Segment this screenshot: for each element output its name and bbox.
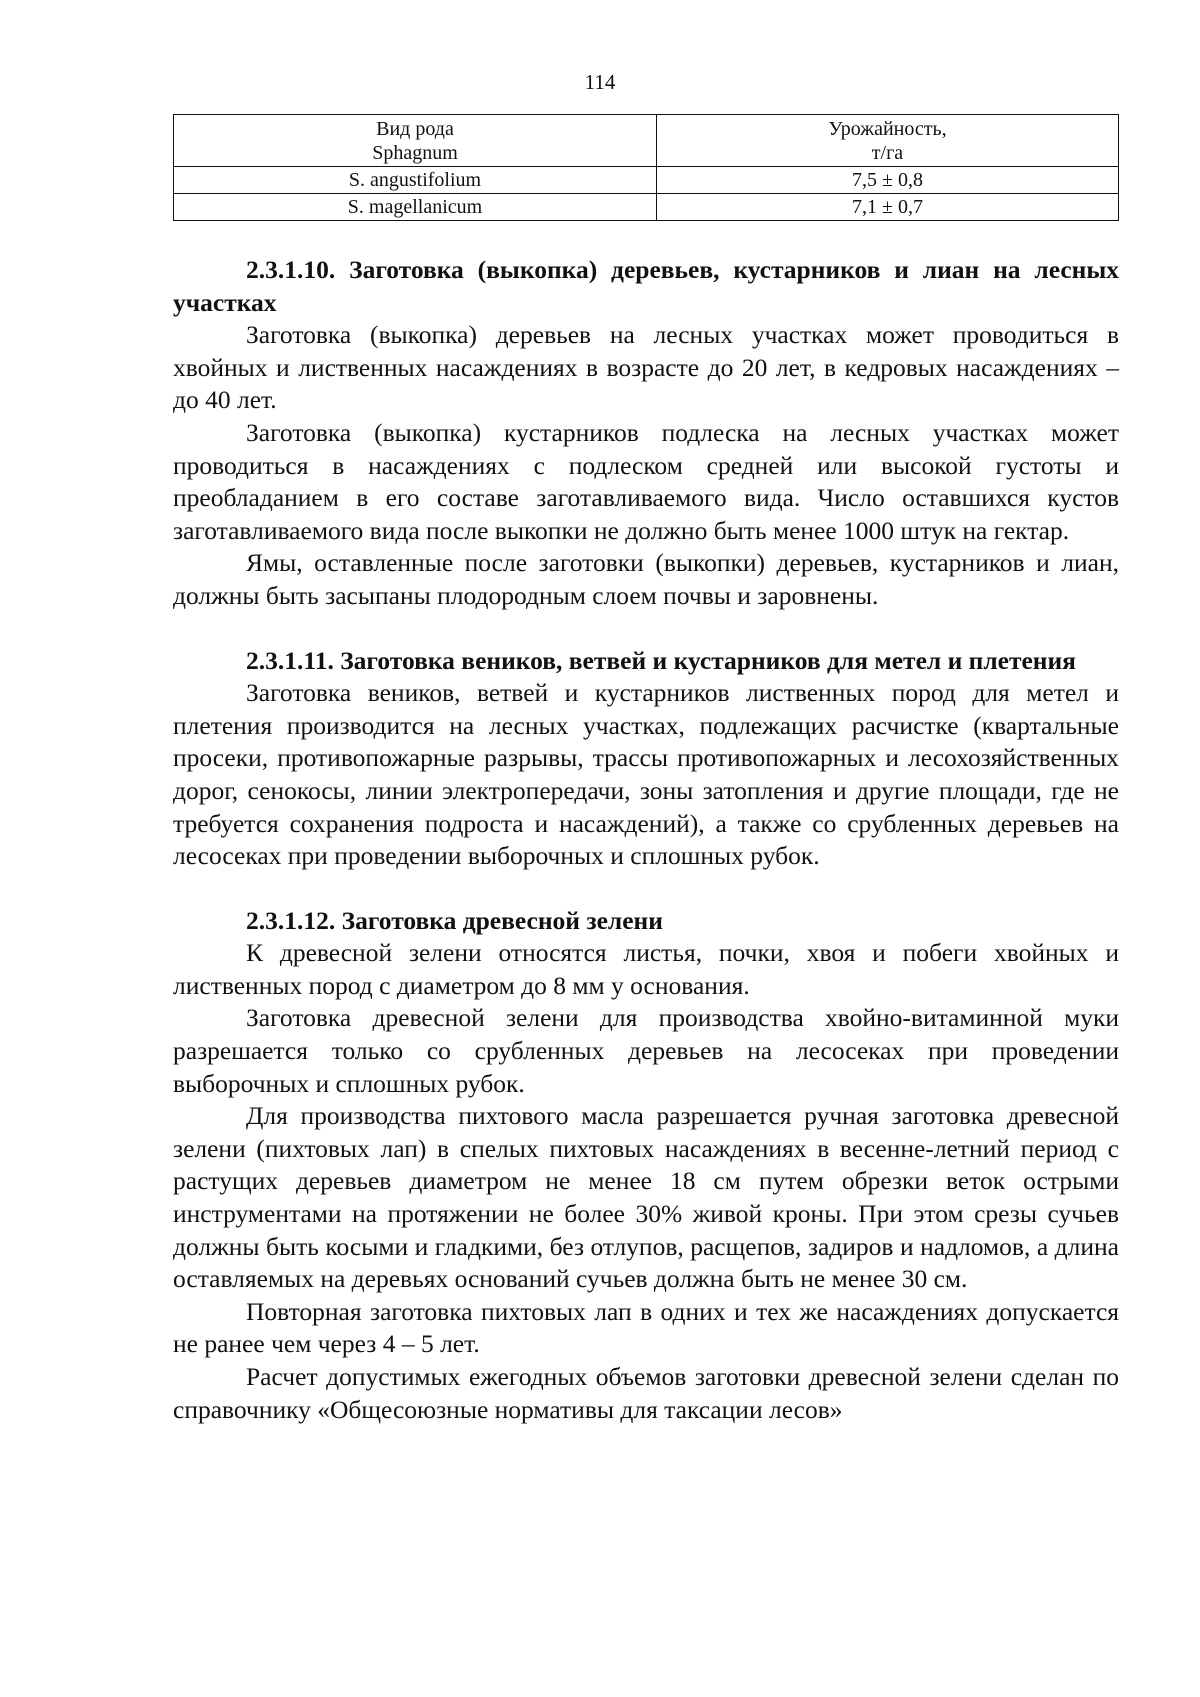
section-2-3-1-11: [173, 645, 1119, 873]
paragraph: Для производства пихтового масла разрешается ручная заготовка древесной зелени (пихтовых лап) в спелых пихтовых насаждениях в весенне-летний период с растущих деревьев диаметром не менее 18 см путем обрезки веток острыми инструментами на протяжении не более 30% живой кроны. При этом срезы сучьев должны быть косыми и гладкими, без отлупов, расщепов, задиров и надломов, а длина оставляемых на деревьях оснований сучьев должна быть не менее 30 см.: [173, 1101, 1119, 1294]
cell-yield: 7,1 ± 0,7: [657, 194, 1119, 221]
document-body: [173, 254, 1119, 1426]
paragraph: Повторная заготовка пихтовых лап в одних и тех же насаждениях допускается не ранее чем через 4 – 5 лет.: [173, 1296, 1119, 1359]
cell-yield: 7,5 ± 0,8: [657, 167, 1119, 194]
paragraph: Расчет допустимых ежегодных объемов заготовки древесной зелени сделан по справочнику «Общесоюзные нормативы для таксации лесов»: [173, 1362, 1119, 1424]
paragraph: К древесной зелени относятся листья, почки, хвоя и побеги хвойных и лиственных пород с диаметром до 8 мм у основания.: [173, 938, 1119, 1000]
paragraph: Ямы, оставленные после заготовки (выкопки) деревьев, кустарников и лиан, должны быть засыпаны плодородным слоем почвы и заровнены.: [173, 548, 1119, 610]
paragraph: Заготовка (выкопка) кустарников подлеска на лесных участках может проводиться в насаждениях с подлеском средней или высокой густоты и преобладанием в его составе заготавливаемого вида. Число оставшихся кустов заготавливаемого вида после выкопки не должно быть менее 1000 штук на гектар.: [173, 417, 1119, 545]
section-heading: 2.3.1.11. Заготовка веников, ветвей и кустарников для метел и плетения: [246, 645, 1076, 675]
header-yield-line2: т/га: [871, 142, 904, 164]
paragraph: Заготовка древесной зелени для производства хвойно-витаминной муки разрешается только со срубленных деревьев на лесосеках при проведении выборочных и сплошных рубок.: [173, 1003, 1119, 1098]
paragraph: Заготовка (выкопка) деревьев на лесных участках может проводиться в хвойных и лиственных насаждениях в возрасте до 20 лет, в кедровых насаждениях – до 40 лет.: [173, 320, 1119, 415]
yield-table: [173, 114, 1119, 221]
cell-species: S. magellanicum: [174, 194, 657, 221]
table-header-row: [174, 115, 1119, 167]
header-yield-line1: Урожайность,: [828, 118, 947, 140]
section-2-3-1-10: [173, 254, 1119, 613]
section-heading: 2.3.1.10. Заготовка (выкопка) деревьев, кустарников и лиан на лесных участках: [173, 255, 1119, 317]
table-row: [174, 167, 1119, 194]
header-cell-species: [174, 115, 657, 167]
section-heading: 2.3.1.12. Заготовка древесной зелени: [246, 905, 663, 935]
section-2-3-1-12: [173, 905, 1119, 1427]
header-species-line1: Вид рода: [376, 118, 454, 140]
header-cell-yield: [657, 115, 1119, 167]
paragraph: Заготовка веников, ветвей и кустарников лиственных пород для метел и плетения производится на лесных участках, подлежащих расчистке (квартальные просеки, противопожарные разрывы, трассы противопожарных и лесохозяйственных дорог, сенокосы, линии электропередачи, зоны затопления и другие площади, где не требуется сохранения подроста и насаждений), а также со срубленных деревьев на лесосеках при проведении выборочных и сплошных рубок.: [173, 678, 1119, 871]
table-row: [174, 194, 1119, 221]
header-species-line2: Sphagnum: [372, 142, 458, 164]
cell-species: S. angustifolium: [174, 167, 657, 194]
page-number: 114: [584, 70, 616, 94]
